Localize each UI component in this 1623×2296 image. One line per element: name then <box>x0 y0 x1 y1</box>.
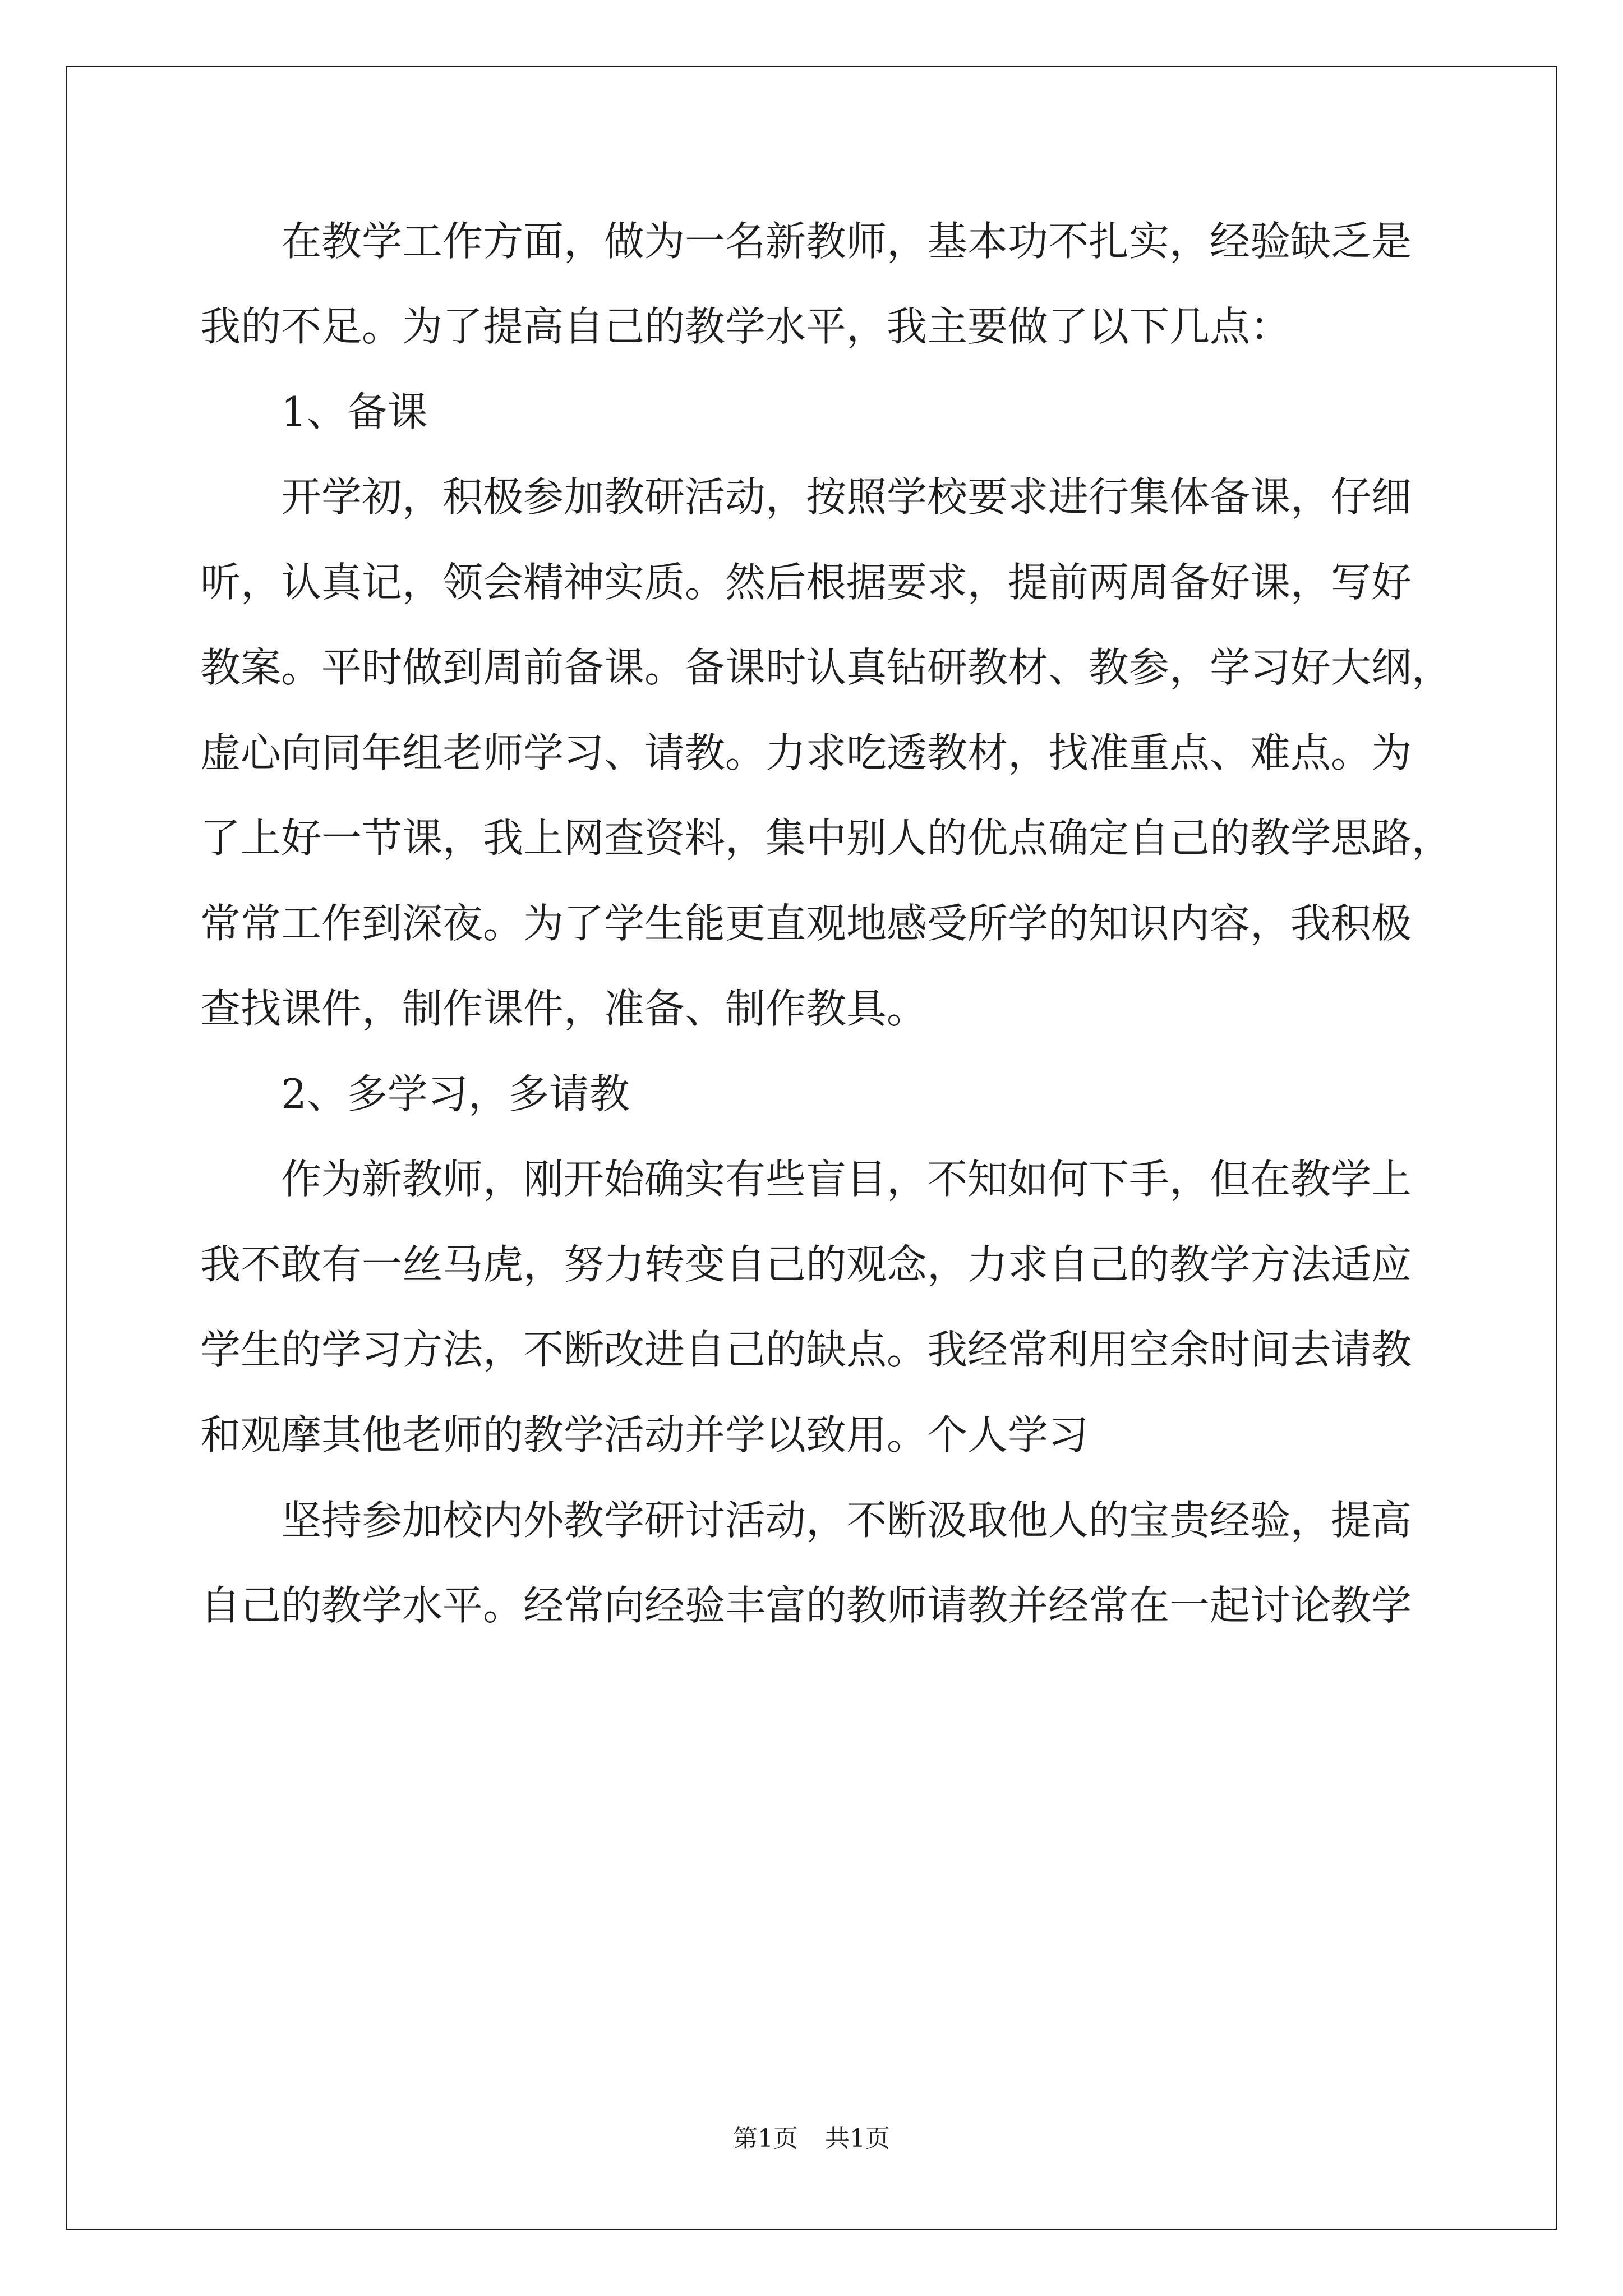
paragraph-line: 了上好一节课，我上网查资料，集中别人的优点确定自己的教学思路， <box>200 815 1453 862</box>
page-number: 第1页 <box>733 2124 798 2153</box>
paragraph-line: 坚持参加校内外教学研讨活动，不断汲取他人的宝贵经验，提高 <box>281 1497 1412 1544</box>
paragraph-line: 常常工作到深夜。为了学生能更直观地感受所学的知识内容，我积极 <box>200 900 1412 947</box>
paragraph-line: 在教学工作方面，做为一名新教师，基本功不扎实，经验缺乏是 <box>281 218 1412 265</box>
paragraph-line: 开学初，积极参加教研活动，按照学校要求进行集体备课，仔细 <box>281 473 1412 521</box>
page-total: 共1页 <box>825 2124 890 2153</box>
paragraph-line: 和观摩其他老师的教学活动并学以致用。个人学习 <box>200 1411 1089 1458</box>
paragraph-line: 查找课件，制作课件，准备、制作教具。 <box>200 985 928 1032</box>
paragraph-line: 我不敢有一丝马虎，努力转变自己的观念，力求自己的教学方法适应 <box>200 1241 1412 1288</box>
page-footer <box>0 2122 1623 2156</box>
paragraph-line: 学生的学习方法，不断改进自己的缺点。我经常利用空余时间去请教 <box>200 1326 1412 1373</box>
paragraph-line: 自己的教学水平。经常向经验丰富的教师请教并经常在一起讨论教学 <box>200 1582 1412 1629</box>
paragraph-line: 虚心向同年组老师学习、请教。力求吃透教材，找准重点、难点。为 <box>200 729 1412 776</box>
section-heading: 1、备课 <box>281 388 428 435</box>
section-heading: 2、多学习，多请教 <box>281 1070 630 1117</box>
paragraph-line: 听，认真记，领会精神实质。然后根据要求，提前两周备好课，写好 <box>200 559 1412 606</box>
paragraph-line: 教案。平时做到周前备课。备课时认真钻研教材、教参，学习好大纲， <box>200 644 1453 691</box>
paragraph-line: 作为新教师，刚开始确实有些盲目，不知如何下手，但在教学上 <box>281 1156 1412 1203</box>
paragraph-line: 我的不足。为了提高自己的教学水平，我主要做了以下几点： <box>200 303 1291 350</box>
